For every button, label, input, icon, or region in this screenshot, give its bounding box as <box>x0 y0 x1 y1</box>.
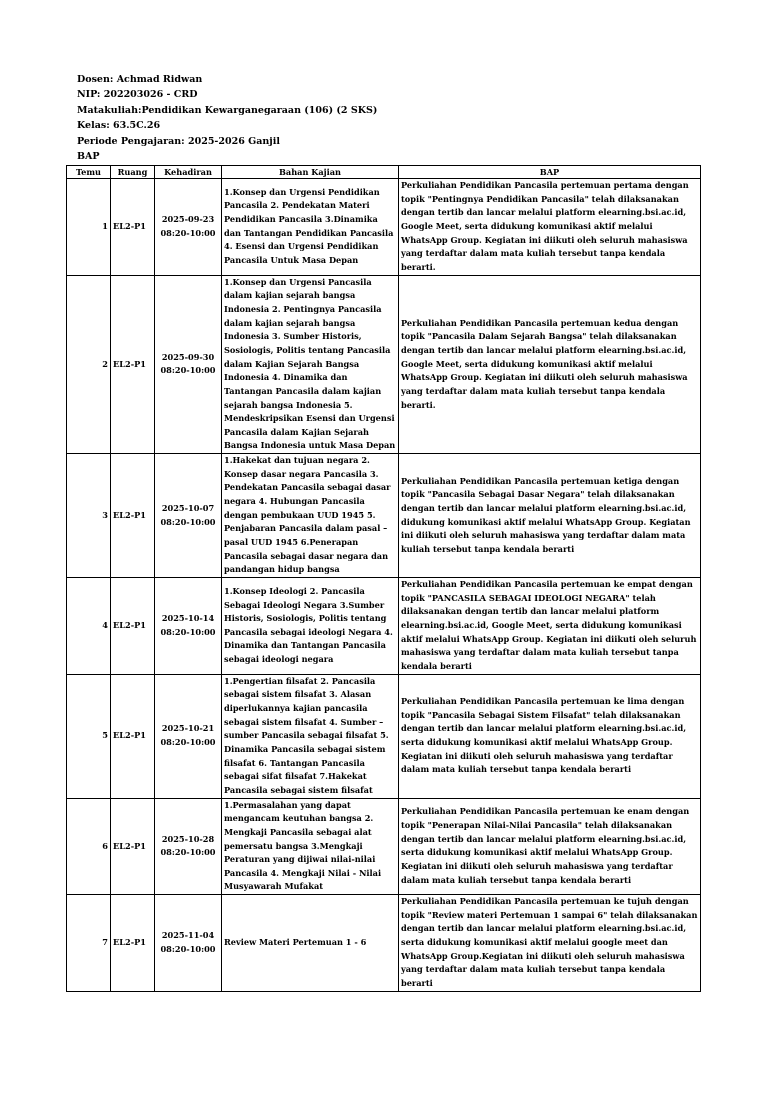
kehadiran-time: 08:20-10:00 <box>160 516 216 527</box>
column-header-bahan-kajian: Bahan Kajian <box>222 166 399 179</box>
table-row <box>67 275 701 454</box>
temu-cell: 1 <box>67 179 111 276</box>
kehadiran-time: 08:20-10:00 <box>160 737 216 748</box>
table-header-row <box>67 166 701 179</box>
bahan-kajian-cell: Review Materi Pertemuan 1 - 6 <box>222 895 399 992</box>
temu-cell: 6 <box>67 798 111 895</box>
bap-cell: Perkuliahan Pendidikan Pancasila pertemuan ke enam dengan topik "Penerapan Nilai-Nilai Pancasila" telah dilaksanakan dengan tertib dan lancar melalui platform elearning.bsi.ac.id, serta didukung komunikasi aktif melalui WhatsApp Group. Kegiatan ini diikuti oleh seluruh mahasiswa yang terdaftar dalam mata kuliah tersebut tanpa kendala berarti <box>399 798 701 895</box>
temu-cell: 4 <box>67 578 111 675</box>
kehadiran-cell <box>155 895 222 992</box>
kehadiran-date: 2025-10-14 <box>161 613 215 624</box>
temu-cell: 7 <box>67 895 111 992</box>
matakuliah-line: Matakuliah:Pendidikan Kewarganegaraan (106) (2 SKS) <box>77 104 378 116</box>
table-row <box>67 578 701 675</box>
kehadiran-cell <box>155 578 222 675</box>
kehadiran-date: 2025-10-21 <box>161 723 215 734</box>
kehadiran-cell <box>155 275 222 454</box>
bap-cell: Perkuliahan Pendidikan Pancasila pertemuan ke empat dengan topik "PANCASILA SEBAGAI IDEOLOGI NEGARA" telah dilaksanakan dengan tertib dan lancar melalui platform elearning.bsi.ac.id, Google Meet, serta didukung komunikasi aktif melalui WhatsApp Group. Kegiatan ini diikuti oleh seluruh mahasiswa yang terdaftar dalam mata kuliah tersebut tanpa kendala berarti <box>399 578 701 675</box>
bap-table <box>66 165 701 992</box>
table-row <box>67 798 701 895</box>
kehadiran-cell <box>155 798 222 895</box>
kehadiran-time: 08:20-10:00 <box>160 227 216 238</box>
kelas-line: Kelas: 63.5C.26 <box>77 120 161 132</box>
temu-cell: 5 <box>67 674 111 798</box>
table-row <box>67 674 701 798</box>
bahan-kajian-cell: 1.Pengertian filsafat 2. Pancasila sebagai sistem filsafat 3. Alasan diperlukannya kajian pancasila sebagai sistem filsafat 4. Sumber – sumber Pancasila sebagai filsafat 5. Dinamika Pancasila sebagai sistem filsafat 6. Tantangan Pancasila sebagai sifat filsafat 7.Hakekat Pancasila sebagai sistem filsafat <box>222 674 399 798</box>
dosen-line: Dosen: Achmad Ridwan <box>77 74 203 85</box>
bap-cell: Perkuliahan Pendidikan Pancasila pertemuan pertama dengan topik "Pentingnya Pendidikan Pancasila" telah dilaksanakan dengan tertib dan lancar melalui platform elearning.bsi.ac.id, Google Meet, serta didukung komunikasi aktif melalui WhatsApp Group. Kegiatan ini diikuti oleh seluruh mahasiswa yang terdaftar dalam mata kuliah tersebut tanpa kendala berarti. <box>399 179 701 276</box>
kehadiran-cell <box>155 454 222 578</box>
section-title: BAP <box>77 151 100 163</box>
kehadiran-date: 2025-10-28 <box>161 833 215 844</box>
kehadiran-date: 2025-09-30 <box>161 351 215 362</box>
bahan-kajian-cell: 1.Permasalahan yang dapat mengancam keutuhan bangsa 2. Mengkaji Pancasila sebagai alat pemersatu bangsa 3.Mengkaji Peraturan yang dijiwai nilai-nilai Pancasila 4. Mengkaji Nilai - Nilai Musyawarah Mufakat <box>222 798 399 895</box>
kehadiran-time: 08:20-10:00 <box>160 943 216 954</box>
nip-line: NIP: 202203026 - CRD <box>77 89 198 101</box>
table-row <box>67 895 701 992</box>
ruang-cell: EL2-P1 <box>111 798 155 895</box>
kehadiran-time: 08:20-10:00 <box>160 626 216 637</box>
ruang-cell: EL2-P1 <box>111 674 155 798</box>
kehadiran-date: 2025-09-23 <box>161 214 215 225</box>
column-header-kehadiran: Kehadiran <box>155 166 222 179</box>
bap-cell: Perkuliahan Pendidikan Pancasila pertemuan ke tujuh dengan topik "Review materi Pertemuan 1 sampai 6" telah dilaksanakan dengan tertib dan lancar melalui platform elearning.bsi.ac.id, serta didukung komunikasi aktif melalui google meet dan WhatsApp Group.Kegiatan ini diikuti oleh seluruh mahasiswa yang terdaftar dalam mata kuliah tersebut tanpa kendala berarti <box>399 895 701 992</box>
bahan-kajian-cell: 1.Konsep dan Urgensi Pendidikan Pancasila 2. Pendekatan Materi Pendidikan Pancasila 3.Dinamika dan Tantangan Pendidikan Pancasila 4. Esensi dan Urgensi Pendidikan Pancasila Untuk Masa Depan <box>222 179 399 276</box>
kehadiran-date: 2025-10-07 <box>161 502 215 513</box>
bahan-kajian-cell: 1.Konsep Ideologi 2. Pancasila Sebagai Ideologi Negara 3.Sumber Historis, Sosiologis, Politis tentang Pancasila sebagai ideologi Negara 4. Dinamika dan Tantangan Pancasila sebagai ideologi negara <box>222 578 399 675</box>
temu-cell: 3 <box>67 454 111 578</box>
kehadiran-date: 2025-11-04 <box>161 930 215 941</box>
ruang-cell: EL2-P1 <box>111 895 155 992</box>
kehadiran-cell <box>155 674 222 798</box>
ruang-cell: EL2-P1 <box>111 179 155 276</box>
table-row <box>67 179 701 276</box>
bap-cell: Perkuliahan Pendidikan Pancasila pertemuan ke lima dengan topik "Pancasila Sebagai Sistem Filsafat" telah dilaksanakan dengan tertib dan lancar melalui platform elearning.bsi.ac.id, serta didukung komunikasi aktif melalui WhatsApp Group. Kegiatan ini diikuti oleh seluruh mahasiswa yang terdaftar dalam mata kuliah tersebut tanpa kendala berarti <box>399 674 701 798</box>
bap-cell: Perkuliahan Pendidikan Pancasila pertemuan ketiga dengan topik "Pancasila Sebagai Dasar Negara" telah dilaksanakan dengan tertib dan lancar melalui platform elearning.bsi.ac.id, didukung komunikasi aktif melalui WhatsApp Group. Kegiatan ini diikuti oleh seluruh mahasiswa yang terdaftar dalam mata kuliah tersebut tanpa kendala berarti <box>399 454 701 578</box>
column-header-temu: Temu <box>67 166 111 179</box>
bahan-kajian-cell: 1.Hakekat dan tujuan negara 2. Konsep dasar negara Pancasila 3. Pendekatan Pancasila sebagai dasar negara 4. Hubungan Pancasila dengan pembukaan UUD 1945 5. Penjabaran Pancasila dalam pasal – pasal UUD 1945 6.Penerapan Pancasila sebagai dasar negara dan pandangan hidup bangsa <box>222 454 399 578</box>
table-row <box>67 454 701 578</box>
periode-line: Periode Pengajaran: 2025-2026 Ganjil <box>77 135 280 147</box>
kehadiran-time: 08:20-10:00 <box>160 847 216 858</box>
temu-cell: 2 <box>67 275 111 454</box>
ruang-cell: EL2-P1 <box>111 275 155 454</box>
ruang-cell: EL2-P1 <box>111 454 155 578</box>
column-header-bap: BAP <box>399 166 701 179</box>
column-header-ruang: Ruang <box>111 166 155 179</box>
bap-cell: Perkuliahan Pendidikan Pancasila pertemuan kedua dengan topik "Pancasila Dalam Sejarah Bangsa" telah dilaksanakan dengan tertib dan lancar melalui platform elearning.bsi.ac.id, Google Meet, serta didukung komunikasi aktif melalui WhatsApp Group. Kegiatan ini diikuti oleh seluruh mahasiswa yang terdaftar dalam mata kuliah tersebut tanpa kendala berarti. <box>399 275 701 454</box>
kehadiran-time: 08:20-10:00 <box>160 365 216 376</box>
document-header <box>77 72 697 164</box>
ruang-cell: EL2-P1 <box>111 578 155 675</box>
bahan-kajian-cell: 1.Konsep dan Urgensi Pancasila dalam kajian sejarah bangsa Indonesia 2. Pentingnya Pancasila dalam kajian sejarah bangsa Indonesia 3. Sumber Historis, Sosiologis, Politis tentang Pancasila dalam Kajian Sejarah Bangsa Indonesia 4. Dinamika dan Tantangan Pancasila dalam kajian sejarah bangsa Indonesia 5. Mendeskripsikan Esensi dan Urgensi Pancasila dalam Kajian Sejarah Bangsa Indonesia untuk Masa Depan <box>222 275 399 454</box>
kehadiran-cell <box>155 179 222 276</box>
